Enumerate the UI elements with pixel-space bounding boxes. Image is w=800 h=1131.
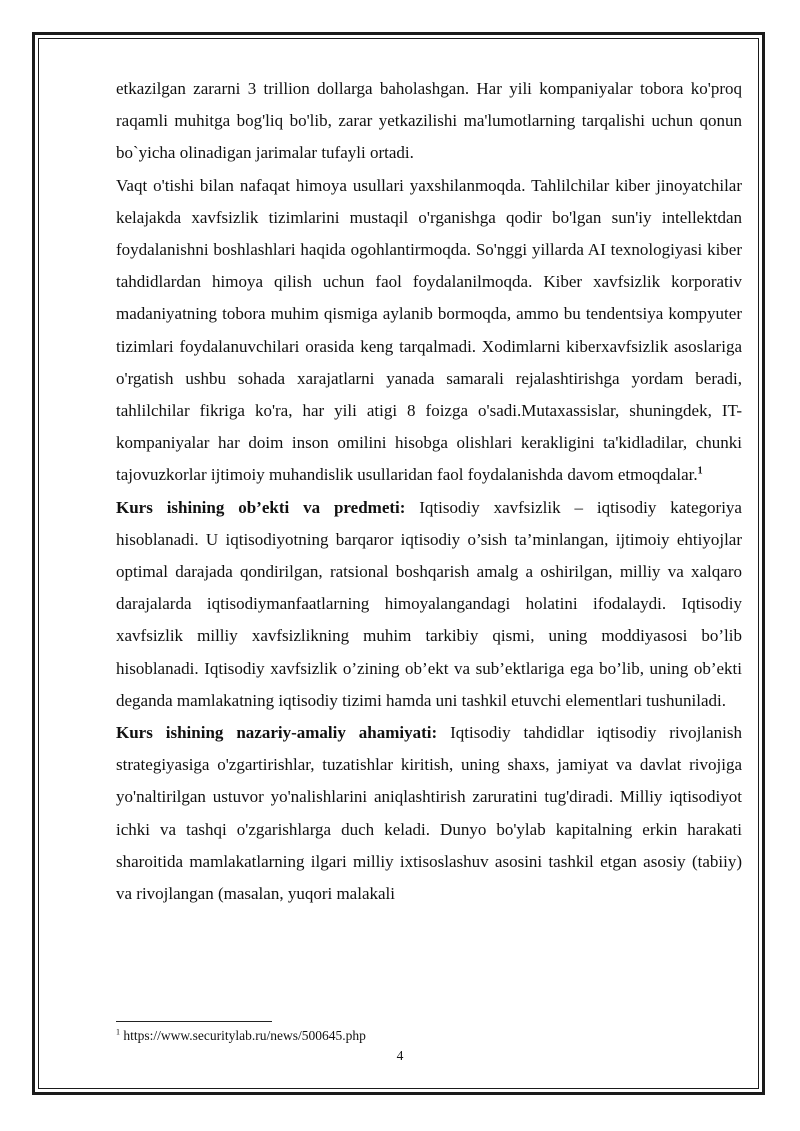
paragraph-ai-protection	[116, 170, 742, 492]
course-object-text: Iqtisodiy xavfsizlik – iqtisodiy kategoriya hisoblanadi. U iqtisodiyotning barqaror iqtisodiy o’sish ta’minlangan, ijtimoiy ehtiyojlar optimal darajada qondirilgan, ratsional boshqarish amalg a oshirilgan, milliy va xalqaro darajalarda iqtisodiymanfaatlarning himoyalangandagi holatini ifodalaydi. Iqtisodiy xavfsizlik milliy xavfsizlikning muhim tarkibiy qismi, uning moddiyasosi bo’lib hisoblanadi. Iqtisodiy xavfsizlik o’zining ob’ekt va sub’ektlariga ega bo’lib, uning ob’ekti deganda mamlakatning iqtisodiy tizimi hamda uni tashkil etuvchi elementlari tushuniladi.	[116, 497, 742, 710]
page-number: 4	[396, 1048, 404, 1063]
footnote-reference[interactable]: 1	[697, 465, 703, 477]
footnote-separator	[116, 1021, 272, 1022]
course-object-heading: Kurs ishining ob’ekti va predmeti:	[116, 497, 406, 517]
paragraph-damage-estimate: etkazilgan zararni 3 trillion dollarga baholashgan. Har yili kompaniyalar tobora ko'proq raqamli muhitga bog'liq bo'lib, zarar yetkazilishi ma'lumotlarning tarqalishi uchun qonun bo`yicha olinadigan jarimalar tufayli ortadi.	[116, 79, 742, 163]
footnote-marker: 1	[116, 1027, 120, 1037]
footnote	[116, 1027, 366, 1044]
paragraph-course-significance	[116, 717, 742, 910]
footnote-link[interactable]: https://www.securitylab.ru/news/500645.php	[120, 1028, 366, 1043]
paragraph-ai-protection-text: Vaqt o'tishi bilan nafaqat himoya usullari yaxshilanmoqda. Tahlilchilar kiber jinoyatchilar kelajakda xavfsizlik tizimlarini mustaqil o'rganishga qodir bo'lgan sun'iy intellektdan foydalanishni boshlashlari haqida ogohlantirmoqda. So'nggi yillarda AI texnologiyasi kiber tahdidlardan himoya qilish uchun faol foydalanilmoqda. Kiber xavfsizlik korporativ madaniyatning tobora muhim qismiga aylanib bormoqda, ammo bu tendentsiya kompyuter tizimlari foydalanuvchilari orasida keng tarqalmadi. Xodimlarni kiberxavfsizlik asoslariga o'rgatish ushbu sohada xarajatlarni yanada samarali rejalashtirishga yordam beradi, tahlilchilar fikriga ko'ra, har yili atigi 8 foizga o'sadi.Mutaxassislar, shuningdek, IT-kompaniyalar har doim inson omilini hisobga olishlari kerakligini ta'kidladilar, chunki tajovuzkorlar ijtimoiy muhandislik usullaridan faol foydalanishda davom etmoqdalar.	[116, 175, 742, 485]
course-significance-text: Iqtisodiy tahdidlar iqtisodiy rivojlanish strategiyasiga o'zgartirishlar, tuzatishlar kiritish, uning shaxs, jamiyat va davlat rivojiga yo'naltirilgan ustuvor yo'nalishlarini aniqlashtirish zaruratini tug'diradi. Milliy iqtisodiyot ichki va tashqi o'zgarishlarga duch keladi. Dunyo bo'ylab kapitalning erkin harakati sharoitida mamlakatlarning ilgari milliy ixtisoslashuv asosini tashkil etgan asosiy (tabiiy) va rivojlangan (masalan, yuqori malakali	[116, 723, 742, 904]
document-body	[116, 73, 742, 910]
course-significance-heading: Kurs ishining nazariy-amaliy ahamiyati:	[116, 723, 438, 743]
paragraph-course-object	[116, 492, 742, 717]
